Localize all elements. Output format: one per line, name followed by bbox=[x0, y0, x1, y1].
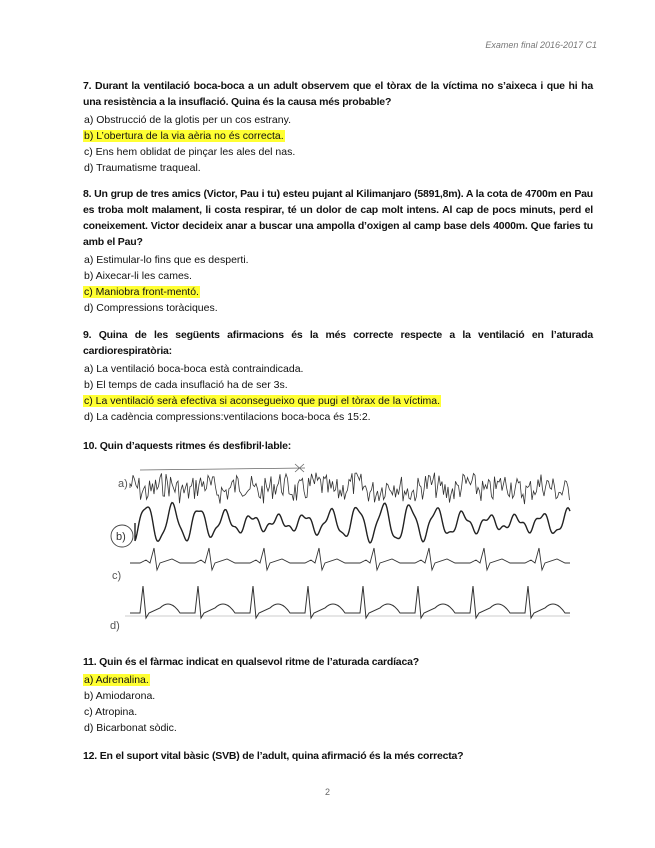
question-9-option-d: d) La cadència compressions:ventilacions boca-boca és 15:2. bbox=[84, 411, 371, 423]
question-8 bbox=[83, 186, 593, 316]
question-11-option-a: a) Adrenalina. bbox=[84, 674, 149, 686]
question-11 bbox=[83, 654, 593, 736]
question-9-option-c: c) La ventilació serà efectiva si aconsegueixo que pugi el tòrax de la víctima. bbox=[84, 395, 441, 407]
question-8-option-a: a) Estimular-lo fins que es desperti. bbox=[84, 254, 249, 266]
question-9-option-a: a) La ventilació boca-boca està contraindicada. bbox=[84, 363, 304, 375]
question-7-option-a: a) Obstrucció de la glotis per un cos estrany. bbox=[84, 114, 291, 126]
question-7-option-c: c) Ens hem oblidat de pinçar les ales del nas. bbox=[84, 146, 296, 158]
ecg-strip-b bbox=[111, 503, 570, 547]
ecg-strip-d bbox=[110, 586, 570, 632]
question-7 bbox=[83, 78, 593, 176]
question-12-title: 12. En el suport vital bàsic (SVB) de l’adult, quina afirmació és la més correcta? bbox=[83, 750, 464, 762]
question-11-option-b: b) Amiodarona. bbox=[84, 690, 156, 702]
question-10-title: 10. Quin d’aquests ritmes és desfibril·lable: bbox=[83, 440, 292, 452]
ecg-label-a: a) bbox=[118, 478, 128, 490]
ecg-strip-a bbox=[118, 464, 570, 504]
question-8-title: 8. Un grup de tres amics (Victor, Pau i tu) esteu pujant al Kilimanjaro (5891,8m). A la cota de 4700m en Pau es troba molt malament, li costa respirar, té un dolor de cap molt intens. Al cap de pocs minuts, perd el coneixement. Victor decideix anar a buscar una ampolla d’oxigen al camp base dels 4000m. Que faries tu amb el Pau? bbox=[83, 188, 593, 248]
exam-header: Examen final 2016-2017 C1 bbox=[485, 40, 597, 50]
question-9-option-b: b) El temps de cada insuflació ha de ser 3s. bbox=[84, 379, 288, 391]
question-11-option-c: c) Atropina. bbox=[84, 706, 138, 718]
ecg-rhythm-strips bbox=[100, 458, 580, 636]
question-8-option-b: b) Aixecar-li les cames. bbox=[84, 270, 192, 282]
question-12 bbox=[83, 748, 593, 766]
page-number: 2 bbox=[324, 787, 330, 797]
question-7-option-b: b) L’obertura de la via aèria no és correcta. bbox=[84, 130, 284, 142]
ecg-label-d: d) bbox=[110, 620, 120, 632]
question-8-option-c: c) Maniobra front-mentó. bbox=[84, 286, 199, 298]
question-10 bbox=[83, 438, 593, 456]
ecg-strip-c bbox=[112, 548, 570, 582]
question-7-title: 7. Durant la ventilació boca-boca a un adult observem que el tòrax de la víctima no s’aixeca i que hi ha una resistència a la insuflació. Quina és la causa més probable? bbox=[83, 80, 593, 108]
question-9-title: 9. Quina de les següents afirmacions és la més correcte respecte a la ventilació en l’aturada cardiorespiratòria: bbox=[83, 329, 593, 357]
question-8-option-d: d) Compressions toràciques. bbox=[84, 302, 218, 314]
ecg-label-c: c) bbox=[112, 570, 122, 582]
ecg-label-b: b) bbox=[116, 531, 126, 543]
question-9 bbox=[83, 327, 593, 425]
question-11-title: 11. Quin és el fàrmac indicat en qualsevol ritme de l’aturada cardíaca? bbox=[83, 656, 419, 668]
question-11-option-d: d) Bicarbonat sòdic. bbox=[84, 722, 177, 734]
question-7-option-d: d) Traumatisme traqueal. bbox=[84, 162, 201, 174]
